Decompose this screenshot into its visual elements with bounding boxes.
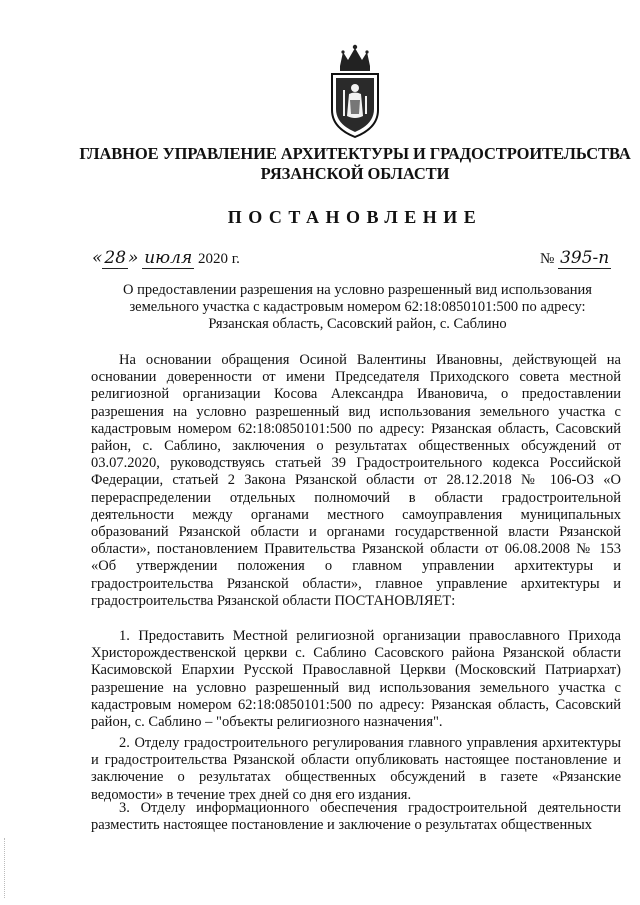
scan-edge-mark [4, 838, 7, 898]
date-day: 28 [104, 248, 127, 268]
document-subject [95, 282, 620, 333]
subject-line: Рязанская область, Сасовский район, с. Саблино [208, 316, 507, 332]
date-year: 2020 г. [197, 251, 240, 267]
document-date [92, 248, 240, 268]
document-number [540, 248, 611, 268]
body-item-3 [91, 800, 621, 834]
org-name-line2: РЯЗАНСКОЙ ОБЛАСТИ [260, 164, 450, 183]
date-close-quote: » [128, 248, 139, 268]
body-paragraph-main [91, 352, 621, 610]
body-item-1 [91, 628, 621, 731]
date-open-quote: « [92, 248, 103, 268]
body-main-text: На основании обращения Осиной Валентины Ивановны, действующей на основании доверенности от имени Председателя Приходского совета местной религиозной организации Косова Александра Ивановича, о предоставлении разрешения на условно разрешенный вид использования земельного участка с кадастровым номером 62:18:0850101:500 по адресу: Рязанская область, Сасовский район, с. Саблино, заключения о результатах общественных обсуждений от 03.07.2020, руководствуясь статьей 39 Градостроительного кодекса Российской Федерации, статьей 2 Закона Рязанской области от 28.12.2018 № 106-ОЗ «О перераспределении отдельных полномочий в области градостроительной деятельности между органами местного самоуправления муниципальных образований Рязанской области и органами государственной власти Рязанской области», постановлением Правительства Рязанской области от 06.08.2008 № 153 «Об утверждении положения о главном управлении архитектуры и градостроительства Рязанской области», главное управление архитектуры и градостроительства Рязанской области ПОСТАНОВЛЯЕТ: [91, 352, 621, 609]
body-item-3-text: 3. Отделу информационного обеспечения градостроительной деятельности разместить настоящее постановление и заключение о результатах общественных [91, 800, 621, 834]
document-type-title: ПОСТАНОВЛЕНИЕ [227, 207, 483, 227]
subject-line: О предоставлении разрешения на условно разрешенный вид использования [123, 282, 592, 298]
number-prefix: № [540, 251, 555, 267]
body-item-1-text: 1. Предоставить Местной религиозной организации православного Прихода Христорождественской церкви с. Саблино Сасовского района Рязанской области Касимовской Епархии Русской Православной Церкви (Московский Патриархат) разрешение на условно разрешенный вид использования земельного участка с кадастровым номером 62:18:0850101:500 по адресу: Рязанская область, Сасовский район, с. Саблино – "объекты религиозного назначения". [91, 628, 621, 731]
body-item-2-text: 2. Отделу градостроительного регулирования главного управления архитектуры и градостроительства Рязанской области опубликовать настоящее постановление и заключение о результатах общественных обсуждений в газете «Рязанские ведомости» в течение трех дней со дня его издания. [91, 735, 621, 803]
number-value: 395-п [560, 248, 610, 268]
date-month: июля [144, 248, 193, 268]
org-name-line1: ГЛАВНОЕ УПРАВЛЕНИЕ АРХИТЕКТУРЫ И ГРАДОСТРОИТЕЛЬСТВА [79, 144, 631, 163]
ryazan-coat-of-arms-icon [326, 44, 384, 140]
subject-line: земельного участка с кадастровым номером 62:18:0850101:500 по адресу: [129, 299, 586, 315]
body-item-2 [91, 735, 621, 804]
